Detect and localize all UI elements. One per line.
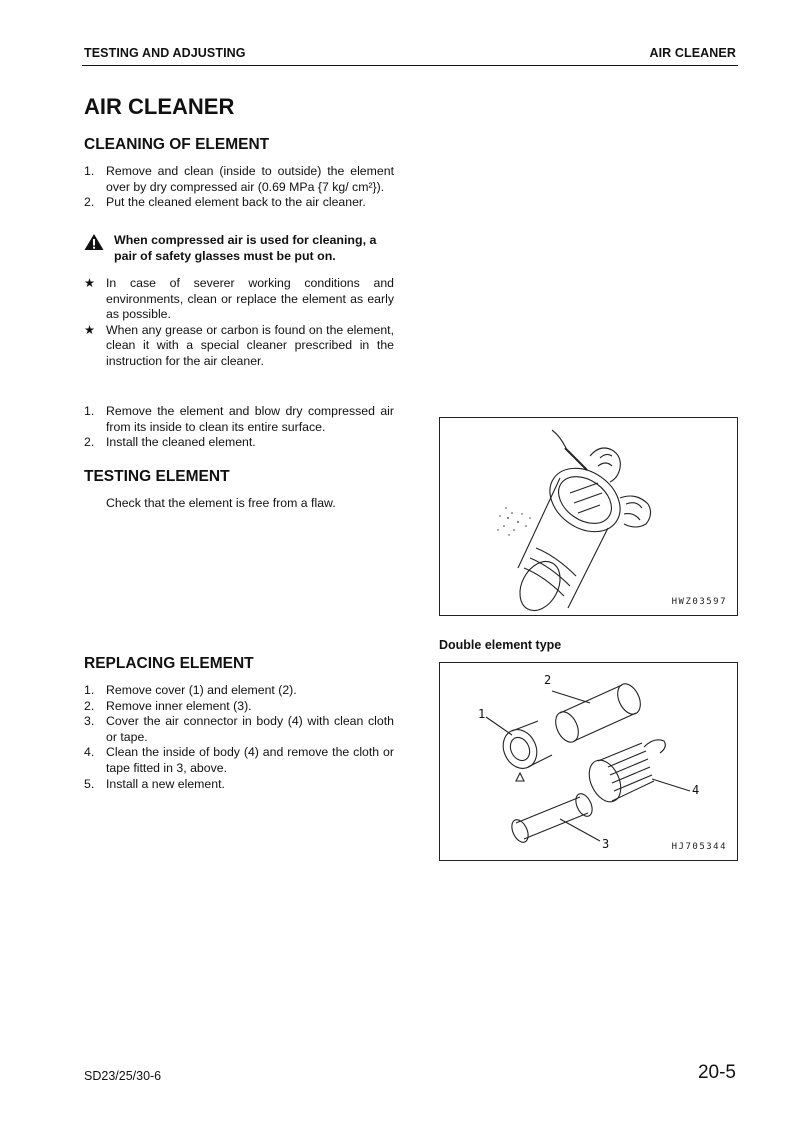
list-item: ★ When any grease or carbon is found on the element, clean it with a special cleaner prescribed in the instruction for the air cleaner.: [84, 322, 394, 368]
page-number: 20-5: [697, 1062, 736, 1083]
page-title: AIR CLEANER: [84, 94, 235, 119]
running-header-section: TESTING AND ADJUSTING: [84, 46, 246, 60]
cleaning-heading: CLEANING OF ELEMENT: [84, 136, 270, 153]
star-icon: ★: [84, 276, 96, 290]
list-item: 3. Cover the air connector in body (4) with clean cloth or tape.: [84, 714, 394, 744]
list-item: ★ In case of severer working conditions and environments, clean or replace the element as early as possible.: [84, 276, 394, 322]
list-item: 1. Remove cover (1) and element (2).: [84, 683, 297, 697]
list-item: 1. Remove and clean (inside to outside) the element over by dry compressed air (0.69 MPa {7 kg/ cm²}).: [84, 164, 394, 194]
cleaning-steps-2: [84, 404, 394, 451]
list-item: 2. Remove inner element (3).: [84, 698, 252, 713]
star-icon: ★: [84, 322, 96, 337]
list-item: 5. Install a new element.: [84, 776, 225, 791]
list-item: 4. Clean the inside of body (4) and remove the cloth or tape fitted in 3, above.: [84, 745, 394, 775]
figure-code: HJ705344: [671, 842, 727, 852]
running-header-topic: AIR CLEANER: [649, 46, 736, 60]
testing-text: Check that the element is free from a flaw.: [106, 496, 336, 510]
air-blow-illustration: [440, 418, 737, 615]
list-item: 2. Put the cleaned element back to the air cleaner.: [84, 195, 366, 210]
replacing-heading: REPLACING ELEMENT: [84, 655, 254, 672]
figure-cleaning-element: [439, 417, 738, 616]
safety-warning: [84, 233, 396, 264]
warning-text: When compressed air is used for cleaning, a pair of safety glasses must be put on.: [114, 233, 377, 263]
list-item: 1. Remove the element and blow dry compressed air from its inside to clean its entire surface.: [84, 404, 394, 434]
figure-caption: Double element type: [439, 638, 562, 652]
exploded-view-illustration: [440, 663, 737, 860]
callout-3: 3: [602, 837, 610, 851]
cleaning-steps: [84, 164, 394, 211]
warning-icon: [84, 233, 104, 251]
header-rule: [82, 65, 738, 66]
list-item: 2. Install the cleaned element.: [84, 435, 256, 450]
testing-heading: TESTING ELEMENT: [84, 468, 230, 485]
callout-1: 1: [478, 707, 486, 721]
model-number: SD23/25/30-6: [84, 1069, 162, 1083]
replacing-steps: [84, 683, 394, 792]
cleaning-notes: [84, 276, 394, 370]
figure-double-element: [439, 662, 738, 861]
callout-4: 4: [692, 783, 700, 797]
figure-code: HWZ03597: [671, 597, 727, 607]
callout-2: 2: [544, 673, 552, 687]
